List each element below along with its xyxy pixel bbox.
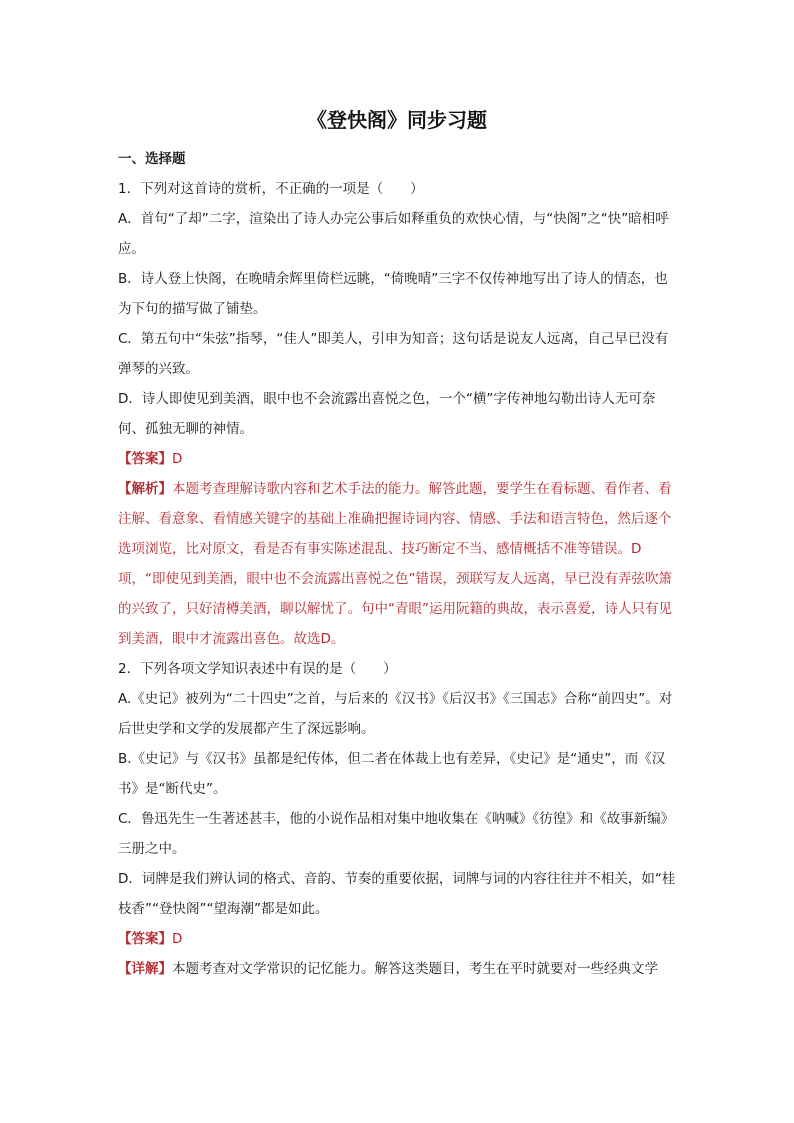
question-1-stem: 1．下列对这首诗的赏析，不正确的一项是（ ）	[118, 181, 424, 197]
question-2-option-c: C．鲁迅先生一生著述甚丰，他的小说作品相对集中地收集在《呐喊》《彷徨》和《故事新编》三册之中。	[118, 811, 675, 857]
question-1-option-b: B．诗人登上快阁，在晚晴余辉里倚栏远眺，“倚晚晴”三字不仅传神地写出了诗人的情态，也为下句的描写做了铺垫。	[118, 271, 668, 317]
analysis-label: 【解析】	[118, 481, 172, 497]
section-heading: 一、选择题	[118, 151, 186, 167]
answer-label: 【答案】	[118, 451, 172, 467]
question-1-option-a: A．首句“了却”二字，渲染出了诗人办完公事后如释重负的欢快心情，与“快阁”之“快”暗相呼应。	[118, 211, 669, 257]
question-1-option-c: C．第五句中“朱弦”指琴，“佳人”即美人，引申为知音；这句话是说友人远离，自己早已没有弹琴的兴致。	[118, 331, 669, 377]
question-2-answer	[118, 924, 680, 954]
question-2-stem: 2．下列各项文学知识表述中有误的是（ ）	[118, 661, 397, 677]
answer-value: D	[172, 451, 183, 467]
question-2-detail	[118, 954, 680, 984]
question-1-option-d: D．诗人即使见到美酒，眼中也不会流露出喜悦之色，一个“横”字传神地勾勒出诗人无可奈何、孤独无聊的神情。	[118, 391, 656, 437]
question-2-option-b: B.《史记》与《汉书》虽都是纪传体，但二者在体裁上也有差异，《史记》是“通史”，而《汉书》是“断代史”。	[118, 751, 666, 797]
question-1-answer	[118, 444, 680, 474]
page-title: 《登快阁》同步习题	[307, 108, 487, 132]
document-body	[118, 144, 680, 984]
question-2-option-a: A.《史记》被列为“二十四史”之首，与后来的《汉书》《后汉书》《三国志》合称“前四史”。对后世史学和文学的发展都产生了深远影响。	[118, 691, 673, 737]
question-1-analysis	[118, 474, 680, 654]
detail-text: 本题考查对文学常识的记忆能力。解答这类题目，考生在平时就要对一些经典文学	[172, 961, 658, 977]
detail-label: 【详解】	[118, 961, 172, 977]
answer-label: 【答案】	[118, 931, 172, 947]
question-2-option-d: D．词牌是我们辨认词的格式、音韵、节奏的重要依据，词牌与词的内容往往并不相关，如“桂枝香”“登快阁”“望海潮”都是如此。	[118, 871, 676, 917]
analysis-text: 本题考查理解诗歌内容和艺术手法的能力。解答此题，要学生在看标题、看作者、看注解、看意象、看情感关键字的基础上准确把握诗词内容、情感、手法和语言特色，然后逐个选项浏览，比对原文，看是否有事实陈述混乱、技巧断定不当、感情概括不准等错误。D项，“即使见到美酒，眼中也不会流露出喜悦之色”错误，颈联写友人远离，早已没有弄弦吹箫的兴致了，只好清樽美酒，聊以解忧了。句中“青眼”运用阮籍的典故，表示喜爱，诗人只有见到美酒，眼中才流露出喜色。故选D。	[118, 481, 672, 647]
answer-value: D	[172, 931, 183, 947]
